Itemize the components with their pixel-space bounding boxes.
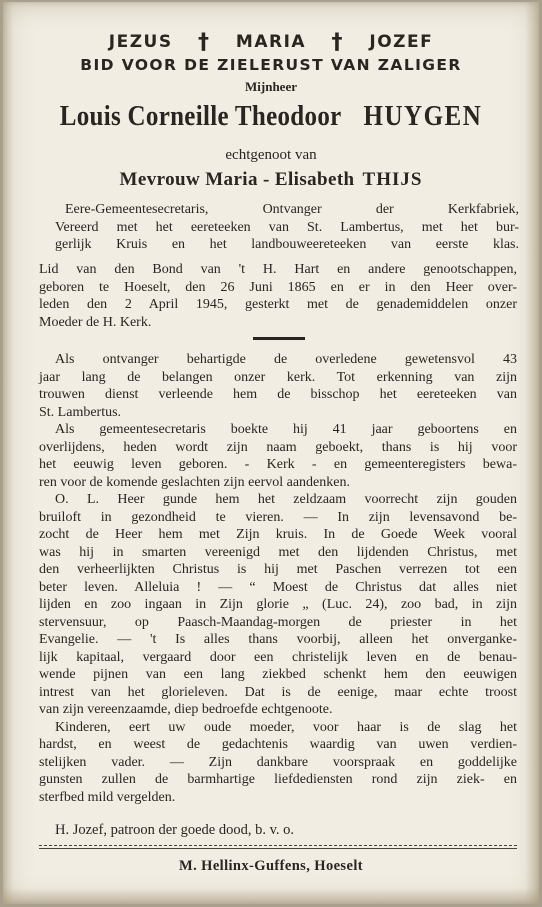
printer-credit: M. Hellinx-Guffens, Hoeselt <box>179 858 363 874</box>
footer-rule-solid <box>39 848 517 849</box>
titles-line: Vereerd met het eereteeken van St. Lambertus, met het bur- <box>55 219 519 235</box>
biography-line: van zijn vereenzaamde, diep bedroefde echtgenoote. <box>39 702 333 717</box>
biography-line: Evangelie. — 't Is alles thans voorbij, alleen het onverganke- <box>39 632 517 647</box>
spouse-name <box>3 169 539 191</box>
cross-icon: † <box>197 30 211 55</box>
biography-text <box>39 351 517 806</box>
memorial-card <box>3 2 539 904</box>
biography-line: Als ontvanger behartigde de overledene gewetensvol 43 <box>55 352 517 367</box>
invocation-line <box>3 28 539 53</box>
closing-prayer: H. Jozef, patroon der goede dood, b. v. o. <box>55 822 295 838</box>
deceased-given-names: Louis Corneille Theodoor <box>59 101 342 132</box>
titles-paragraph <box>55 201 519 254</box>
biography-line: Kinderen, eert uw oude moeder, voor haar is de slag het <box>55 719 517 735</box>
biography-line: stervensuur, op Paasch-Maandag-morgen de priester in het <box>39 614 517 630</box>
biography-line: gunsten zullen de barmhartige liefdediensten rond zijn ziek- en <box>39 772 517 787</box>
biography-line: Als gemeentesecretaris boekte hij 41 jaar geboortens en <box>55 422 517 437</box>
biography-line: het eeuwig leven geboren. - Kerk - en gemeenteregisters bewa- <box>39 457 517 472</box>
paper-edge-stain-bottom <box>3 888 539 904</box>
invocation-maria: MARIA <box>235 32 307 52</box>
biography-line: lijk kapitaal, vergaard door een christelijk leven en de benau- <box>39 649 517 665</box>
biography-line: O. L. Heer gunde hem het zeldzaam voorrecht zijn gouden <box>55 492 517 507</box>
biography-line: jaar lang de belangen onzer kerk. Tot erkenning van zijn <box>39 369 517 385</box>
membership-line: Moeder de H. Kerk. <box>39 314 152 330</box>
membership-paragraph <box>39 261 517 331</box>
section-divider <box>253 337 305 340</box>
deceased-name <box>3 101 539 132</box>
biography-line: was hij in smarten vereenigd met den lijdenden Christus, met <box>39 544 517 560</box>
biography-line: den verheerlijkten Christus is hij met Paschen verrezen tot een <box>39 562 517 577</box>
spouse-surname: THIJS <box>362 169 423 190</box>
biography-line: zocht de Heer hem met Zijn kruis. In de Goede Week vooral <box>39 527 517 542</box>
biography-line: lijden en zoo ingaan in Zijn glorie „ (Luc. 24), zoo bad, in zijn <box>39 597 517 612</box>
footer-rule-dashed <box>39 845 517 846</box>
biography-line: wende pijnen van een lang ziekbed schenkt hem den eeuwigen <box>39 667 517 682</box>
biography-line: trouwen dienst verleende hem de bisschop het eereteeken van <box>39 387 517 402</box>
deceased-surname: HUYGEN <box>363 101 483 132</box>
titles-line: gerlijk Kruis en het landbouweereteeken van eerste klas. <box>55 237 519 252</box>
biography-line: intrest van het glorieleven. Dat is de eenige, maar echte troost <box>39 684 517 700</box>
biography-line: hardst, en weest de gedachtenis waardig van uwen verdien- <box>39 737 517 752</box>
prayer-heading: BID VOOR DE ZIELERUST VAN ZALIGER <box>80 56 462 74</box>
biography-line: ren voor de komende geslachten zijn eervol aandenken. <box>39 474 350 490</box>
membership-line: leden den 2 April 1945, gesterkt met de genademiddelen onzer <box>39 297 517 312</box>
biography-line: bruiloft in gezondheid te vieren. — In zijn levensavond be- <box>39 509 517 525</box>
biography-line: stelijken vader. — Zijn dankbare voorspraak en goddelijke <box>39 754 517 770</box>
membership-line: geboren te Hoeselt, den 26 Juni 1865 en er in den Heer over- <box>39 279 517 295</box>
paper-edge-stain-right <box>525 2 539 904</box>
membership-line: Lid van den Bond van 't H. Hart en andere genootschappen, <box>39 262 517 277</box>
spouse-given-names: Mevrouw Maria - Elisabeth <box>119 169 355 190</box>
invocation-jezus: JEZUS <box>108 32 173 52</box>
cross-icon: † <box>331 30 344 55</box>
biography-line: St. Lambertus. <box>39 404 122 420</box>
biography-line: overlijdens, heden wordt zijn naam geboekt, thans is hij voor <box>39 439 517 455</box>
titles-line: Eere-Gemeentesecretaris, Ontvanger der Kerkfabriek, <box>65 202 519 217</box>
paper-edge-stain-left <box>3 2 13 904</box>
biography-line: beter leven. Alleluia ! — “ Moest de Christus dat alles niet <box>39 579 517 595</box>
biography-line: sterfbed mild vergelden. <box>39 789 176 805</box>
invocation-jozef: JOZEF <box>369 32 434 52</box>
honorific-title: Mijnheer <box>245 79 297 94</box>
spouse-relation: echtgenoot van <box>225 147 317 163</box>
